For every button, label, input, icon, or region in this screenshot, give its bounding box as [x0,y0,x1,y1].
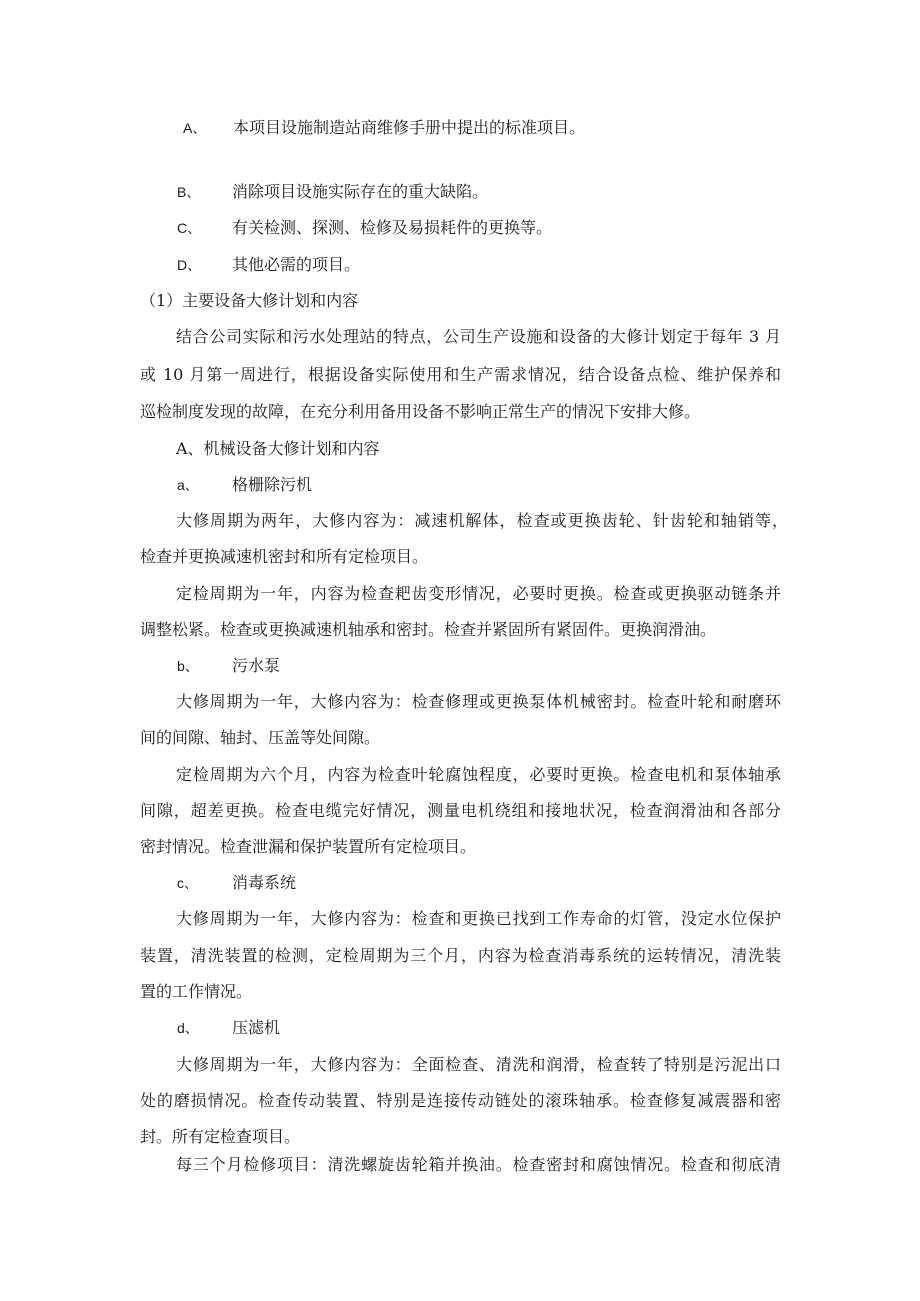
paragraph-line: 间隙，超差更换。检查电缆完好情况，测量电机绕组和接地状况，检查润滑油和各部分 [140,801,781,820]
item-title-c: 消毒系统 [232,873,297,892]
paragraph-line: 密封情况。检查泄漏和保护装置所有定检项目。 [140,837,477,856]
paragraph-line: 置的工作情况。 [140,982,253,1001]
paragraph-line: 或 10 月第一周进行，根据设备实际使用和生产需求情况，结合设备点检、维护保养和 [140,365,781,384]
paragraph-line: 大修周期为两年，大修内容为：减速机解体，检查或更换齿轮、针齿轮和轴销等， [176,511,788,530]
paragraph-line: 大修周期为一年，大修内容为：全面检查、清洗和润滑，检查转了特别是污泥出口 [176,1055,781,1074]
item-title-b: 污水泵 [232,656,281,675]
paragraph-line: 封。所有定检查项目。 [140,1127,301,1146]
item-title-d: 压滤机 [232,1018,281,1037]
section-heading: （1）主要设备大修计划和内容 [140,291,359,310]
item-title-a: 格栅除污机 [232,475,313,494]
paragraph-line: 定检周期为六个月，内容为检查叶轮腐蚀程度，必要时更换。检查电机和泵体轴承 [176,765,781,784]
item-marker-c: c、 [177,875,198,891]
list-marker-a: A、 [183,120,207,136]
paragraph-line: 巡检制度发现的故障，在充分利用备用设备不影响正常生产的情况下安排大修。 [140,402,701,421]
list-marker-d: D、 [177,257,202,273]
list-marker-b: B、 [177,184,201,200]
list-marker-c: C、 [177,220,202,236]
list-item-text-c: 有关检测、探测、检修及易损耗件的更换等。 [232,218,553,237]
paragraph-line: 结合公司实际和污水处理站的特点，公司生产设施和设备的大修计划定于每年 3 月 [176,327,781,346]
subsection-heading: A、机械设备大修计划和内容 [176,439,380,458]
paragraph-line: 检查并更换减速机密封和所有定检项目。 [140,547,429,566]
list-item-text-a: 本项目设施制造站商维修手册中提出的标准项目。 [233,118,586,137]
paragraph-line: 定检周期为一年，内容为检查耙齿变形情况，必要时更换。检查或更换驱动链条并 [176,584,781,603]
item-marker-a: a、 [177,477,199,493]
list-item-text-d: 其他必需的项目。 [232,255,361,274]
paragraph-line: 大修周期为一年，大修内容为：检查和更换已找到工作寿命的灯管，没定水位保护 [176,909,781,928]
paragraph-line: 大修周期为一年，大修内容为：检查修理或更换泵体机械密封。检查叶轮和耐磨环 [176,692,781,711]
paragraph-line: 装置，清洗装置的检测，定检周期为三个月，内容为检查消毒系统的运转情况，清洗装 [140,946,781,965]
paragraph-line: 处的磨损情况。检查传动装置、特别是连接传动链处的滚珠轴承。检查修复减震器和密 [140,1091,781,1110]
paragraph-line: 间的间隙、轴封、压盖等处间隙。 [140,728,381,747]
paragraph-line: 调整松紧。检查或更换减速机轴承和密封。检查并紧固所有紧固件。更换润滑油。 [140,620,717,639]
item-marker-d: d、 [177,1020,199,1036]
paragraph-line: 每三个月检修项目：清洗螺旋齿轮箱并换油。检查密封和腐蚀情况。检查和彻底清 [176,1155,781,1174]
item-marker-b: b、 [177,658,199,674]
list-item-text-b: 消除项目设施实际存在的重大缺陷。 [232,182,489,201]
